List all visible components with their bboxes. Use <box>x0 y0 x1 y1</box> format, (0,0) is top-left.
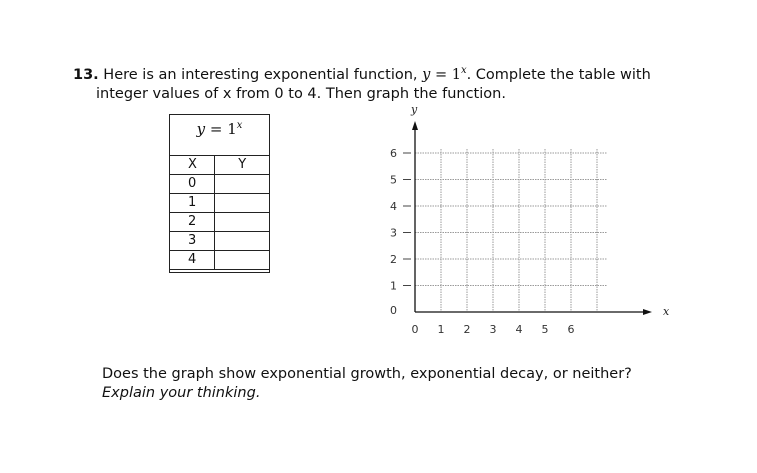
table-row <box>170 175 270 194</box>
table-cell-x: 0 <box>170 175 215 194</box>
table-cell-y[interactable] <box>215 251 270 270</box>
table-title <box>170 120 269 138</box>
function-equation <box>422 67 466 83</box>
table-row <box>170 194 270 213</box>
table-row <box>170 232 270 251</box>
table-header-y: Y <box>215 156 270 175</box>
question-line1: Does the graph show exponential growth, exponential decay, or neither? <box>102 366 632 382</box>
x-tick-label: 0 <box>411 323 419 336</box>
question <box>102 365 632 403</box>
y-tick-label: 6 <box>390 147 397 160</box>
x-tick-label: 4 <box>515 323 523 336</box>
table-header-row <box>170 156 270 175</box>
x-axis-arrow <box>643 309 652 315</box>
table-title-mid: = 1 <box>205 120 237 138</box>
question-line2: Explain your thinking. <box>102 385 261 401</box>
problem-statement <box>73 61 713 104</box>
x-axis-label: x <box>663 305 670 318</box>
x-tick-label: 5 <box>541 323 549 336</box>
equation-exponent: x <box>460 65 467 76</box>
y-axis-arrow <box>412 121 418 130</box>
y-axis-label: y <box>411 103 418 116</box>
equation-mid: = 1 <box>430 66 461 83</box>
table-header-x: X <box>170 156 215 175</box>
y-tick-label: 1 <box>390 279 397 293</box>
x-tick-label: 3 <box>489 323 497 336</box>
table-cell-y[interactable] <box>215 213 270 232</box>
y-tick-label: 0 <box>390 304 397 317</box>
coordinate-grid[interactable] <box>365 100 670 345</box>
x-tick-label: 6 <box>567 323 575 336</box>
equation-lhs: y <box>422 66 431 83</box>
table-cell-x: 2 <box>170 213 215 232</box>
function-table <box>169 114 270 273</box>
table-cell-x: 1 <box>170 194 215 213</box>
table-title-exponent: x <box>236 120 243 131</box>
problem-text-line2: integer values of x from 0 to 4. Then graph the function. <box>96 85 506 102</box>
problem-number: 13. <box>73 66 99 83</box>
y-tick-label: 5 <box>390 173 397 187</box>
x-tick-label: 1 <box>437 323 445 336</box>
x-tick-label: 2 <box>463 323 471 336</box>
table-cell-y[interactable] <box>215 232 270 251</box>
y-tick-label: 2 <box>390 253 397 266</box>
problem-text-before: Here is an interesting exponential function, <box>98 66 423 83</box>
table-cell-y[interactable] <box>215 194 270 213</box>
table-row <box>170 251 270 270</box>
xy-table <box>169 155 270 270</box>
table-row <box>170 213 270 232</box>
table-cell-x: 4 <box>170 251 215 270</box>
table-title-lhs: y <box>196 120 206 138</box>
table-cell-x: 3 <box>170 232 215 251</box>
y-tick-label: 3 <box>390 226 397 240</box>
table-cell-y[interactable] <box>215 175 270 194</box>
y-tick-label: 4 <box>390 200 397 213</box>
problem-text-after: . Complete the table with <box>466 66 651 83</box>
